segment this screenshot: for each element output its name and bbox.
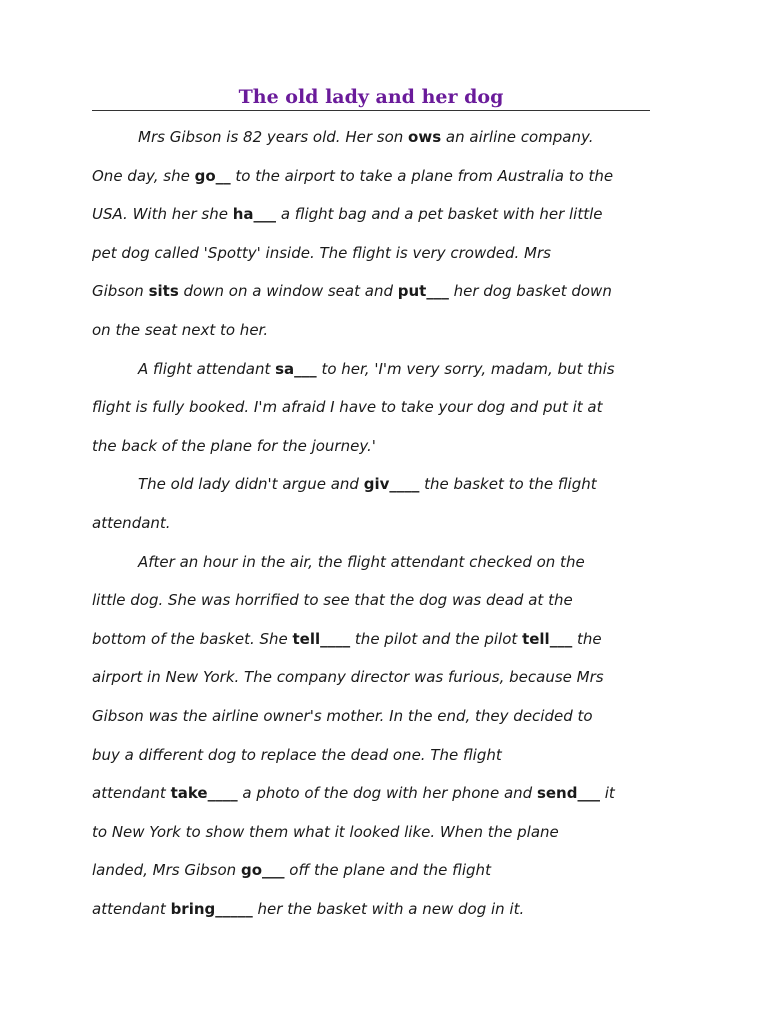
verb-blank: take____ — [170, 784, 238, 803]
text-line — [92, 581, 652, 620]
text-segment: The old lady didn't argue and — [138, 475, 364, 494]
story-text — [92, 118, 652, 928]
text-line — [92, 774, 652, 813]
text-segment: down on a window seat and — [178, 282, 398, 301]
text-segment: attendant — [92, 784, 171, 803]
text-segment: attendant. — [92, 513, 171, 532]
page-title: The old lady and her dog — [238, 86, 504, 108]
text-segment: airport in New York. The company director was furious, because Mrs — [92, 668, 604, 687]
text-segment: Mrs Gibson is 82 years old. Her son — [138, 128, 409, 146]
title-underline — [92, 110, 650, 111]
text-segment: an airline company. — [441, 128, 594, 146]
text-segment: the — [572, 629, 602, 648]
verb-blank: ows — [408, 128, 442, 146]
text-line — [92, 465, 652, 504]
text-segment: it — [599, 784, 615, 803]
text-segment: the basket to the flight — [419, 475, 597, 494]
text-line — [92, 697, 652, 736]
text-segment: bottom of the basket. She — [92, 629, 293, 648]
text-line — [92, 118, 652, 157]
verb-blank: tell____ — [292, 629, 351, 648]
verb-blank: send___ — [536, 784, 600, 803]
verb-blank: tell___ — [522, 629, 573, 648]
text-line — [92, 195, 652, 234]
text-line — [92, 813, 652, 852]
verb-blank: put___ — [397, 282, 449, 301]
text-line — [92, 234, 652, 273]
text-segment: the back of the plane for the journey.' — [92, 436, 376, 455]
verb-blank: ha___ — [232, 205, 277, 224]
text-line — [92, 311, 652, 350]
text-segment: After an hour in the air, the flight attendant checked on the — [138, 552, 585, 571]
text-segment: a flight bag and a pet basket with her little — [276, 205, 603, 224]
text-line — [92, 272, 652, 311]
text-segment: attendant — [92, 899, 171, 918]
text-line — [92, 890, 652, 929]
text-segment: buy a different dog to replace the dead one. The flight — [92, 745, 502, 764]
text-segment: her the basket with a new dog in it. — [252, 899, 525, 918]
text-segment: a photo of the dog with her phone and — [237, 784, 537, 803]
text-line — [92, 388, 652, 427]
text-segment: flight is fully booked. I'm afraid I have to take your dog and put it at — [92, 398, 603, 417]
text-segment: Gibson was the airline owner's mother. In the end, they decided to — [92, 706, 593, 725]
text-line — [92, 851, 652, 890]
text-line — [92, 157, 652, 196]
text-line — [92, 543, 652, 582]
text-line — [92, 736, 652, 775]
text-line — [92, 658, 652, 697]
text-segment: off the plane and the flight — [284, 861, 491, 880]
text-segment: her dog basket down — [448, 282, 612, 301]
text-line — [92, 504, 652, 543]
text-segment: pet dog called 'Spotty' inside. The flight is very crowded. Mrs — [92, 243, 551, 262]
verb-blank: bring_____ — [170, 899, 253, 918]
verb-blank: giv____ — [363, 475, 420, 494]
text-line — [92, 620, 652, 659]
verb-blank: sa___ — [275, 359, 317, 378]
text-segment: A flight attendant — [138, 359, 276, 378]
text-segment: landed, Mrs Gibson — [92, 861, 241, 880]
verb-blank: go___ — [240, 861, 285, 880]
text-segment: little dog. She was horrified to see that the dog was dead at the — [92, 591, 573, 610]
text-segment: to New York to show them what it looked like. When the plane — [92, 822, 559, 841]
text-segment: to the airport to take a plane from Australia to the — [230, 166, 614, 185]
text-segment: Gibson — [92, 282, 149, 301]
verb-blank: sits — [148, 282, 179, 301]
text-line — [92, 427, 652, 466]
text-segment: One day, she — [92, 166, 195, 185]
text-segment: USA. With her she — [92, 205, 233, 224]
text-line — [92, 350, 652, 389]
text-segment: on the seat next to her. — [92, 320, 269, 339]
verb-blank: go__ — [194, 166, 231, 185]
text-segment: to her, 'I'm very sorry, madam, but this — [316, 359, 615, 378]
text-segment: the pilot and the pilot — [350, 629, 523, 648]
